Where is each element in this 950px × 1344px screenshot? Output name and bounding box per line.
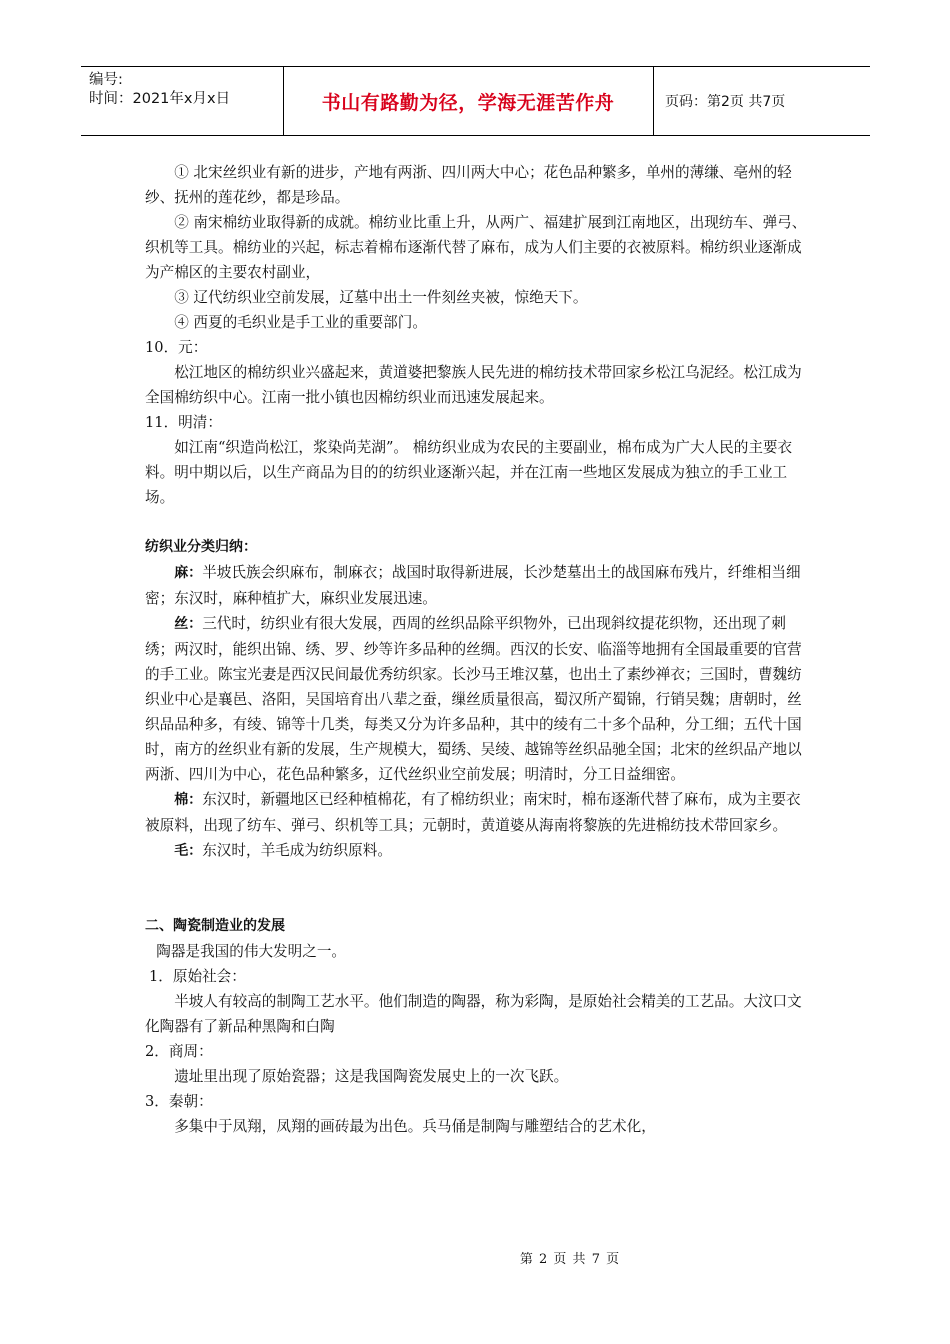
cotton-text: 东汉时，新疆地区已经种植棉花，有了棉纺织业；南宋时，棉布逐渐代替了麻布，成为主要衣被原料，出现了纺车、弹弓、织机等工具；元朝时，黄道婆从海南将黎族的先进棉纺技术带回家乡。 xyxy=(145,791,801,834)
paragraph: 多集中于凤翔，凤翔的画砖最为出色。兵马俑是制陶与雕塑结合的艺术化， xyxy=(174,1118,656,1135)
page-footer: 第 2 页 共 7 页 xyxy=(519,1252,621,1267)
paragraph-hemp xyxy=(145,560,810,611)
silk-text: 三代时，纺织业有很大发展，西周的丝织品除平织物外，已出现斜纹提花织物，还出现了刺绣；两汉时，能织出锦、绣、罗、纱等许多品种的丝绸。西汉的长安、临淄等地拥有全国最重要的官营的手工业。陈宝光妻是西汉民间最优秀纺织家。长沙马王堆汉墓，也出土了素纱禅衣；三国时，曹魏纺织业中心是襄邑、洛阳，吴国培育出八辈之蚕，缫丝质量很高，蜀汉所产蜀锦，行销吴魏；唐朝时，丝织品品种多，有绫、锦等十几类，每类又分为许多品种，其中的绫有二十多个品种，分工细；五代十国时，南方的丝织业有新的发展，生产规模大，蜀绣、吴绫、越锦等丝织品驰全国；北宋的丝织品产地以两浙、四川为中心，花色品种繁多，辽代丝织业空前发展；明清时，分工日益细密。 xyxy=(145,615,802,783)
section-heading: 11．明清： xyxy=(145,414,222,431)
paragraph: 遗址里出现了原始瓷器；这是我国陶瓷发展史上的一次飞跃。 xyxy=(174,1068,569,1085)
document-body xyxy=(145,160,810,1139)
paragraph: ③ 辽代纺织业空前发展，辽墓中出土一件刻丝夹被，惊绝天下。 xyxy=(174,289,588,306)
classification-title: 纺织业分类归纳： xyxy=(145,539,257,555)
paragraph: 松江地区的棉纺织业兴盛起来，黄道婆把黎族人民先进的棉纺技术带回家乡松江乌泥经。松江成为全国棉纺织中心。江南一批小镇也因棉纺织业而迅速发展起来。 xyxy=(145,364,802,406)
header-page-info: 页码：第2页 共7页 xyxy=(665,94,786,110)
paragraph-cotton xyxy=(145,787,810,838)
paragraph: ④ 西夏的毛织业是手工业的重要部门。 xyxy=(174,314,427,331)
paragraph: ② 南宋棉纺业取得新的成就。棉纺业比重上升，从两广、福建扩展到江南地区，出现纺车、弹弓、织机等工具。棉纺业的兴起，标志着棉布逐渐代替了麻布，成为人们主要的衣被原料。棉纺织业逐渐成为产棉区的主要农村副业， xyxy=(145,214,807,281)
paragraph-wool xyxy=(145,838,810,864)
silk-label: 丝： xyxy=(174,616,203,632)
wool-label: 毛： xyxy=(174,843,203,859)
wool-text: 东汉时，羊毛成为纺织原料。 xyxy=(202,842,392,859)
paragraph: 如江南“织造尚松江，浆染尚芜湖”。 棉纺织业成为农民的主要副业，棉布成为广大人民的主要衣料。明中期以后，以生产商品为目的的纺织业逐渐兴起，并在江南一些地区发展成为独立的手工业工场。 xyxy=(145,439,793,506)
header-meta xyxy=(89,71,230,109)
section-heading: 10．元： xyxy=(145,339,208,356)
header-motto: 书山有路勤为径，学海无涯苦作舟 xyxy=(321,91,615,114)
hemp-label: 麻： xyxy=(174,565,203,581)
header-divider xyxy=(653,67,654,135)
page-header xyxy=(81,66,870,136)
paragraph: ① 北宋丝织业有新的进步，产地有两浙、四川两大中心；花色品种繁多，单州的薄缣、亳州的轻纱、抚州的莲花纱，都是珍品。 xyxy=(145,164,792,206)
cotton-label: 棉： xyxy=(174,792,203,808)
paragraph: 陶器是我国的伟大发明之一。 xyxy=(156,943,347,960)
section-heading: 1．原始社会： xyxy=(149,968,246,985)
section-heading: 2．商周： xyxy=(145,1043,213,1060)
paragraph: 半坡人有较高的制陶工艺水平。他们制造的陶器，称为彩陶，是原始社会精美的工艺品。大汶口文化陶器有了新品种黑陶和白陶 xyxy=(145,993,802,1035)
ceramics-title: 二、陶瓷制造业的发展 xyxy=(145,918,285,934)
paragraph-silk xyxy=(145,611,810,787)
section-heading: 3．秦朝： xyxy=(145,1093,213,1110)
date-label: 时间：2021年x月x日 xyxy=(89,91,231,107)
serial-label: 编号: xyxy=(89,72,123,88)
hemp-text: 半坡氏族会织麻布，制麻衣；战国时取得新进展，长沙楚墓出土的战国麻布残片，纤维相当细密；东汉时，麻种植扩大，麻织业发展迅速。 xyxy=(145,564,801,607)
